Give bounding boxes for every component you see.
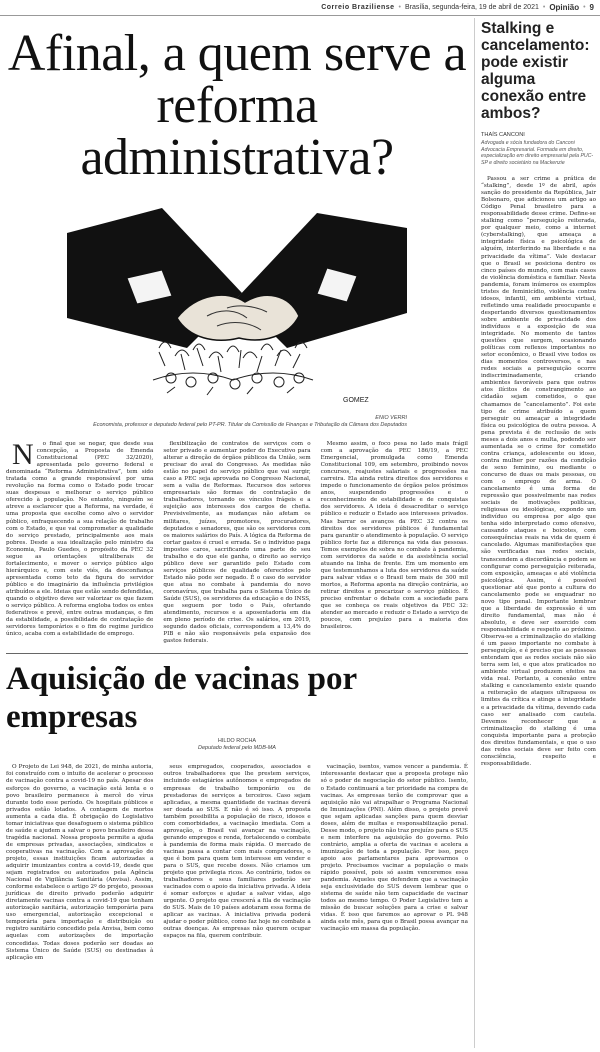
sidebar-column — [474, 18, 596, 1048]
article2-headline: Aquisição de vacinas por empresas — [6, 661, 357, 736]
article1-column-1 — [6, 438, 154, 645]
article2-column-1 — [6, 764, 153, 961]
article2-column-3 — [321, 764, 468, 961]
header-separator: • — [398, 4, 401, 11]
article2-col2-text: seus empregados, cooperados, associados e outros trabalhadores que lhe prestem serviços, incluindo estagiários autônomos e empregados de empresas de trabalho temporário ou de prestadoras de serviços a terceiros. Caso sejam aplicadas, a mesma quantidade de vacinas deverá ser doada ao SUS. E não é só isso. A proposta também possibilita a população de risco, idosos e com comorbidades, a vacinação imediata. Com a aprovação, o Brasil vai avançar na vacinação, gerando empregos e renda, fortalecendo o combate à pandemia de forma mais rápida. O mercado de vacinas passa a contar com mais compradores, o que é bom para quem tem interesse em vender e para o SUS, que recebe doses. Não criamos um projeto que privilegia ricos. Ao contrário, todos os trabalhadores e seus familiares poderão ser vacinados com o apoio da iniciativa privada. A ideia é somar esforços e ajudar a salvar vidas, algo urgente. O projeto que crescerá a fila de vacinação do SUS. Mais de 10 países adotaram essa forma de aplicar as vacinas. A iniciativa privada poderá ajudar o poder público, como faz hoje no combate a outras doenças. As empresas não querem ocupar espaços na fila, querem contribuir. — [163, 764, 311, 940]
article2-col3-text: vacinação, isentos, vamos vencer a pandemia. É interessante destacar que a proposta protege não só o poder de negociação do setor público. Isento, o Estado continuará a ter prioridade na compra de vacinas. As empresas terão de comprovar que a aquisição não vai atrapalhar o Programa Nacional de Imunizações (PNI). Além disso, o projeto prevê que sejam aplicadas sanções para quem desviar doses, além de multas e responsabilização penal. Desse modo, o projeto não traz prejuízo para o SUS e nem interfere na aquisição do governo. Pelo contrário, amplia a oferta de vacinas e acelera a imunização de toda a população. Por isso, peço apoio aos parlamentares para aprovarmos o projeto. Precisamos vacinar a população o mais rápido possível, pois só assim venceremos essa pandemia. Aqueles que defendem que a vacinação seja exclusividade do SUS devem lembrar que o sistema de saúde não tem capacidade de vacinar todos ao mesmo tempo. O Poder Legislativo tem a missão de buscar soluções para a crise e salvar vidas. É isso que faremos ao aprovar o PL 948 ainda este mês, para que o Brasil possa avançar na vacinação em massa da população. — [320, 764, 468, 933]
article2-byline — [6, 738, 468, 752]
article1-body — [6, 438, 468, 645]
section-divider — [6, 653, 468, 654]
sidebar-body — [481, 176, 596, 768]
handshake-cartoon-icon — [67, 198, 407, 413]
article2-column-2 — [163, 764, 310, 961]
article1-col3-text: Mesmo assim, o foco pesa no lado mais frágil com a aprovação da PEC 186/19, a PEC Emergencial, promulgada como Emenda Constitucional 109, em setembro, proibindo novos concursos, reajustes salariais e progressões na carreira. Ela ainda retira direitos dos servidores e impede o funcionamento de órgãos pelos próximos anos, suspendendo progressões e o reconhecimento de estabilidade e de conquistas dos servidores. A ideia é desacreditar o serviço público e reduzir o Estado aos interesses privados. Mas barrar os avanços da PEC 32 contra os direitos dos servidores públicos é fundamental para garantir o atendimento à população. O serviço público forte faz a diferença na vida das pessoas. Temos exemplos de sobra no combate à pandemia, com servidores da saúde e da assistência social atuando na linha de frente. Em um momento em que testemunhamos a luta dos servidores da saúde para salvar vidas e o Brasil tem mais de 300 mil mortos, a Reforma aponta na direção contrária, ao retirar direitos e precarizar o serviço público. É preciso enfrentar o debate com a sociedade para que se conheça os reais objetivos da PEC 32: atender ao mercado e reduzir o Estado a serviço de poucos, com prejuízo para a maioria dos brasileiros. — [320, 441, 468, 631]
article1-author-role: Economista, professor e deputado federal pelo PT-PR. Titular da Comissão de Finanças e Tributação da Câmara dos Deputados — [93, 422, 407, 428]
article2-col1-text: O Projeto de Lei 948, de 2021, de minha autoria, foi construído com o intuito de acelerar o processo de vacinação contra a covid-19 no país. Apesar dos esforços do governo, a vacinação está lenta e o povo brasileiro permanece à mercê do vírus durante todo esse período. Os hospitais públicos e privados estão lotados. A contagem de mortos aumenta a cada dia. É obrigação do Legislativo tomar iniciativas que desafoguem o sistema público de saúde e ajudem a salvar o povo brasileiro dessa tragédia nacional. Nossa proposta permite a ajuda de empresas privadas, associações, sindicatos e cooperativas na vacinação. Com a aprovação do projeto, essas instituições ficam autorizadas a adquirir imunizantes contra a covid-19, desde que sejam registrados ou autorizados pela Agência Nacional de Vigilância Sanitária (Anvisa). Assim, conforme estabelece o artigo 2º do projeto, pessoas jurídicas de direito privado poderão adquirir diretamente vacinas contra a covid-19 que tenham autorização sanitária, autorização temporária para uso emergencial, autorização excepcional e temporária para importação e distribuição ou registro sanitário concedido pela Anvisa, bem como aquelas com autorizações de importação concedidas. Todas doses poderão ser doadas ao Sistema Único de Saúde (SUS) ou destinadas à aplicação em — [6, 764, 154, 961]
section-name: Opinião — [549, 3, 580, 12]
header-separator: • — [583, 4, 586, 11]
article1-col1-text: o final que se negar, que desde sua concepção, a Proposta de Emenda Constitucional (PEC 32/2020), apresentada pelo governo federal e denominada “Reforma Administrativa”, tem sido tratada como a grande responsável por uma revolução na forma como o Estado pode trocar suas despesas e melhorar o serviço público oferecido à população. No entanto, ninguém se atreve a esclarecer que a Reforma, na verdade, é uma proposta que escolhe como alvo o servidor público, enfraquecendo a sua relação de trabalho com o Estado, e que vai comprometer a qualidade do serviço prestado, principalmente aos mais pobres. Desde a sua idealização pelo ministro da Economia, Paulo Guedes, o propósito da PEC 32 segue as orientações ultraliberais de fortalecimento, e mover o serviço público algo hierárquico e, com este viés, da desconfiança apresentada como teto da figura do servidor público e do imaginário da influência privilégios atribuídos a ele. Ideias que estão sendo defendidas, quando o objetivo deve ser valorizar os que fazem o serviço público. A reforma engloba todos os entes federativos e prevê, entre outras mudanças, o fim da estabilidade, a possibilidade de contratação de servidores temporários e o fim do regime jurídico único, acaba com a estabilidade de emprego. — [6, 441, 154, 638]
article1-col2-text: flexibilização de contratos de serviços com o setor privado e aumentar poder do Executivo para alterar a direção de órgãos públicos da União, sem precisar do aval do Congresso. As medidas não estão no papel do serviço público que vai surgir, caso a PEC seja aprovada no Congresso Nacional, sem a valia de Reformas. Recursos dos setores empresariais são formas de contratação de trabalhadores, tornando os vínculos frágeis e a sujeição aos interesses dos cargos de chefia. Previsivelmente, as mudanças não afetam os militares, juízes, promotores, procuradores, deputados e senadores, que são os servidores com os maiores salários do País. A lógica da Reforma de cortar gastos é cruel e errada. Se o indivíduo paga impostos caros, sacrificando uma parte do seu trabalho e do que ele ganha, o direito ao serviço público deve ser garantido pelo Estado com serviços públicos de qualidade oferecidos pelo Estado não pode ser negado. É o caso do servidor que atua no combate à pandemia do novo coronavírus, que trabalha para o Sistema Único de Saúde (SUS), os servidores da educação e do INSS, que seguem por todo o País, ofertando atendimento, recursos e a aposentadoria em dia em pleno período de crise. Os salários, em 2019, segundo dados oficiais, correspondem a 13,4% do PIB e não são responsáveis pela expansão dos gastos federais. — [163, 441, 311, 645]
article2-author: HILDO ROCHA — [217, 738, 257, 745]
header-separator: • — [542, 4, 546, 11]
sidebar-author-role: Advogada e sócia fundadora do Canconi Advocacia Empresarial. Formada em direito, especialização em direito empresarial pela PUC-SP e direito societário na Mackenzie — [481, 140, 594, 166]
main-column — [6, 18, 468, 962]
page-header — [0, 0, 600, 16]
newspaper-name: Correio Braziliense — [321, 4, 395, 11]
sidebar-body-text: Passou a ser crime a prática de “stalking”, desde 1º de abril, após sanção do presidente da República, Jair Bolsonaro, que adicionou um artigo ao Código Penal brasileiro para a responsabilidade desse crime. Define-se stalking como “perseguição reiterada, por qualquer meio, como a internet (cyberstalking), que ameaça a integridade física e psicológica de alguém, interferindo na liberdade e na privacidade da vítima”. Vale destacar que o Brasil se posiciona dentro os cinco países do mundo, com mais casos de violência doméstica e familiar. Nesta pandemia, foram inúmeros os exemplos tristes de feminicídio, violência contra idosos, infantil, em ambiente virtual, refletindo uma realidade preocupante e despertando diversos questionamentos sobre ambiente de privacidade dos indivíduos e a exposição de sua integridade. No momento de tantos questões que surgem, ocasionando políticas com reflexos importantes no setor econômico, o Brasil vive todos os dias momentos controversos, e nas redes sociais a perseguição ocorre indiscriminadamente, criando ambientes favoráveis para que outros atos ilícitos de constrangimento ao cidadão sejam cometidos, o que chamamos de “cancelamento”. Foi este tipo de crime atribuído a quem perseguir ou ameaçar a integridade física ou psicológica de outra pessoa. A pena prevista é de reclusão de seis meses a dois anos e multa, podendo ser aumentada se o crime for cometido contra criança, adolescente ou idoso, contra mulher por razões da condição de sexo feminino, ou mediante o concurso de duas ou mais pessoas, ou com o emprego de arma. O cancelamento é uma forma de repressão que possivelmente nas redes sociais de motivações políticas, religiosas ou ideológicas, expondo um indivíduo ou empresa por algo que tenha sido interpretado como ofensivo, causando ataques e boicotes, com consequências reais na vida de quem é cancelado. Algumas manifestações que são verificadas nas redes sociais, transcendem a discordância e podem se configurar como perseguição reiterada, com exposição, ameaças e até violência psicológica. Assim, é possível questionar até que ponto a cultura do cancelamento pode se enquadrar no novo tipo penal. Importante lembrar que a liberdade de expressão é um direito fundamental, mas não é absoluto, e deve ser exercido com responsabilidade e respeito ao próximo. Observa-se a criminalização do stalking é um passo importante no combate à perseguição, e é preciso que as pessoas entendam que as redes sociais não são terra sem lei, e que atos praticados no ambiente virtual produzem efeitos na vida real. Portanto, a conexão entre stalking e cancelamento existe quando a reiteração de ataques ultrapassa os limites da crítica e atinge a integridade e a privacidade da vítima, devendo cada caso ser analisado com cautela. Devemos reconhecer que a criminalização do stalking é uma conquista importante para a proteção dos direitos fundamentais, e que o uso das redes sociais deve ser feito com consciência, respeito e responsabilidade. — [481, 176, 596, 767]
cartoon-signature: GOMEZ — [343, 397, 369, 404]
sidebar-author: THAÍS CANCONI — [481, 132, 525, 138]
page-number: 9 — [589, 3, 594, 12]
article1-byline — [67, 415, 407, 429]
drop-cap: N — [12, 438, 34, 471]
article2-author-role: Deputado federal pelo MDB-MA — [198, 745, 276, 752]
sidebar-headline: Stalking e cancelamento: pode existir alguma conexão entre ambos? — [481, 20, 590, 122]
article1-column-3 — [321, 441, 468, 645]
article1-author: ENIO VERRI — [375, 415, 407, 421]
article1-headline: Afinal, a quem serve a reforma administrativa? — [7, 25, 467, 186]
article1-column-2 — [163, 441, 310, 645]
cartoon-illustration — [67, 198, 407, 413]
article2-body — [6, 764, 468, 961]
edition-date: Brasília, segunda-feira, 19 de abril de 2021 — [404, 4, 539, 11]
